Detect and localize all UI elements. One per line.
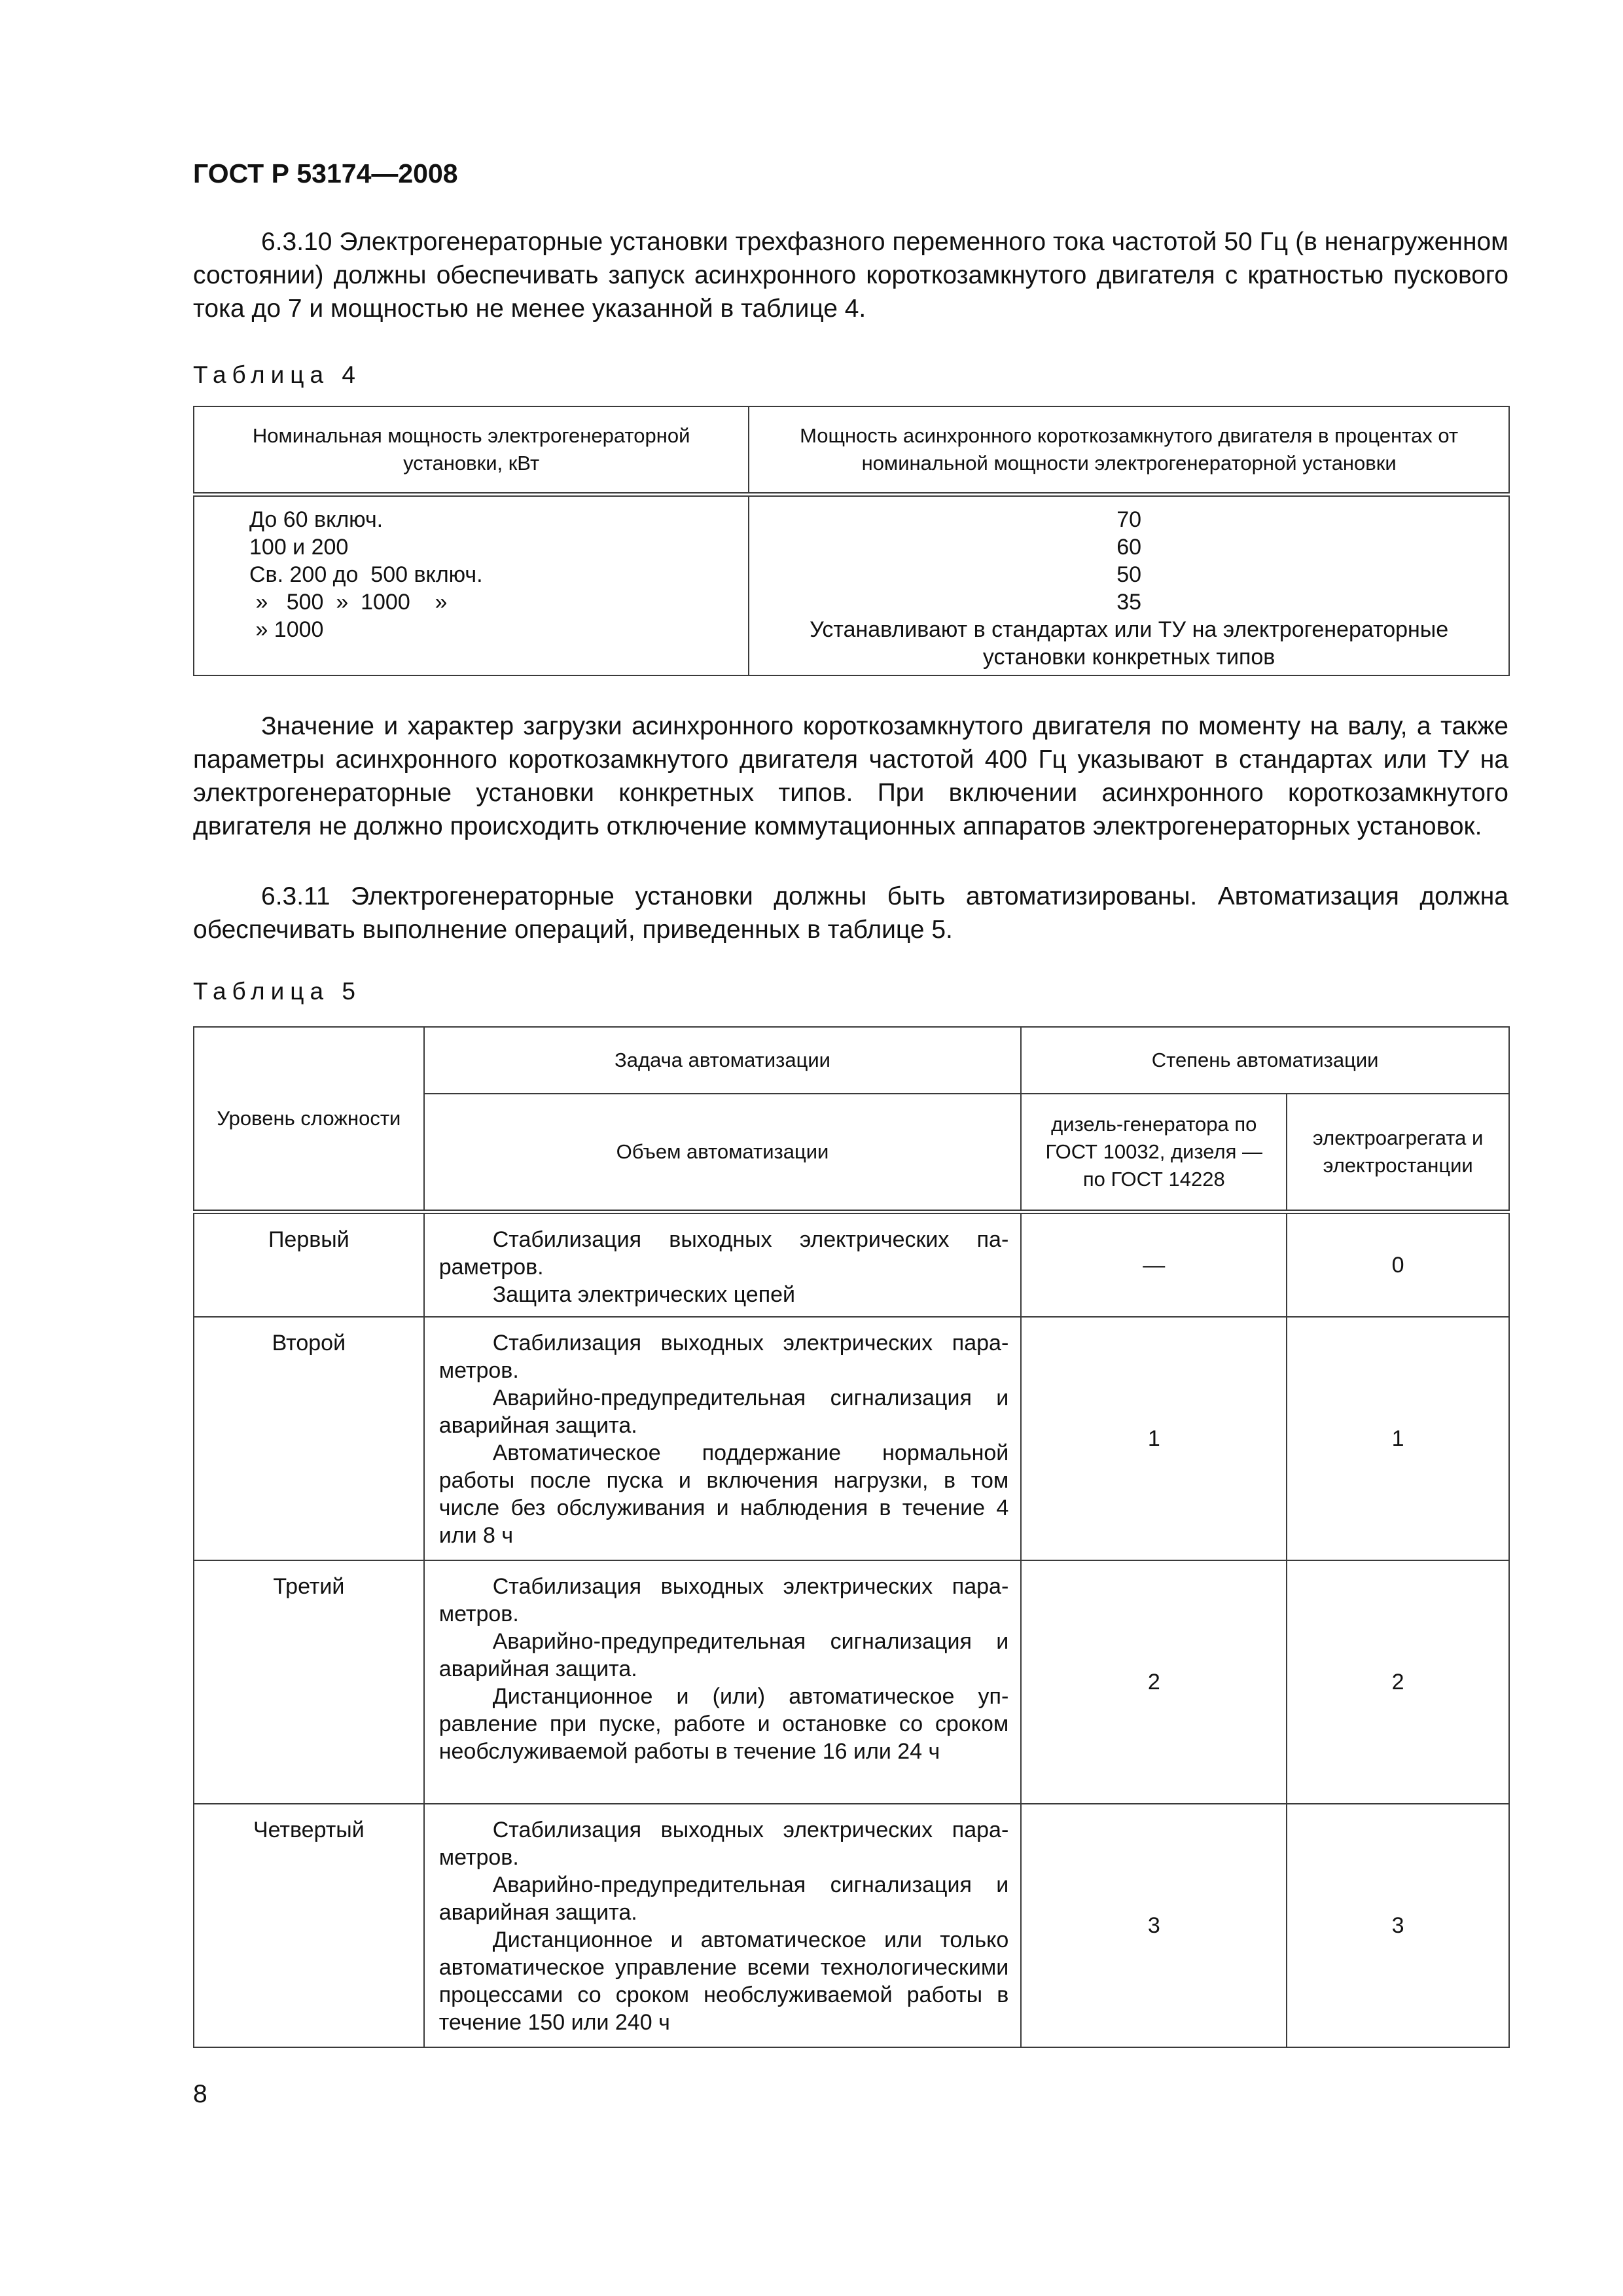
table4-power-item: » 1000 [249, 617, 324, 642]
table5-scope-item: Стабилизация выходных электрических параметров. [438, 1573, 1009, 1626]
table5-row [194, 1212, 1509, 1317]
table-5 [193, 1026, 1510, 2048]
table5-header-level: Уровень сложности [194, 1027, 424, 1212]
paragraph-load: Значение и характер загрузки асинхронного короткозамкнутого двигателя по моменту на валу, а также параметры асинхронного короткозамкнутого двигателя частотой 400 Гц указывают в стандартах или ТУ на электрогенераторные установки конкретных типов. При включении асинхронного короткозамкнутого двигателя не должно происходить отключение коммутационных аппаратов электрогенераторных установок. [193, 712, 1508, 840]
table5-diesel-cell: 3 [1021, 1804, 1287, 2047]
table5-scope-cell [424, 1804, 1022, 2047]
table5-scope-cell [424, 1212, 1022, 1317]
table5-aggregate-cell: 2 [1287, 1560, 1509, 1804]
table5-header-diesel: дизель-генератора по ГОСТ 10032, дизеля — по ГОСТ 14228 [1021, 1094, 1287, 1212]
table5-level-cell: Первый [194, 1212, 424, 1317]
table5-scope-item: Стабилизация выходных электрических параметров. [438, 1330, 1009, 1383]
table5-scope-item: Стабилизация выходных электрических параметров. [438, 1817, 1009, 1870]
table4-motor-item: 50 [1116, 562, 1142, 587]
table4-power-item: Св. 200 до 500 включ. [249, 562, 483, 587]
table4-motor-cell [749, 495, 1509, 676]
table5-caption: Таблица 5 [193, 978, 361, 1005]
table5-scope-item: Дистанционное и (или) автоматическое управление при пуске, работе и остановке со сроком необслуживаемой работы в течение 16 или 24 ч [438, 1683, 1009, 1764]
table4-motor-item: 35 [1116, 590, 1142, 615]
paragraph-6-3-11: 6.3.11 Электрогенераторные установки должны быть автоматизированы. Автоматизация должна обеспечивать выполнение операций, приведенных в таблице 5. [193, 882, 1508, 944]
table5-scope-item: Стабилизация выходных электрических параметров. [438, 1227, 1009, 1280]
table4-motor-item: 70 [1116, 507, 1142, 532]
table5-level-cell: Четвертый [194, 1804, 424, 2047]
table5-header-aggregate: электроагрегата и электростанции [1287, 1094, 1509, 1212]
table5-level-cell: Второй [194, 1317, 424, 1560]
table5-scope-item: Автоматическое поддержание нормальной работы после пуска и включения нагрузки, в том числе без обслуживания и наблюдения в течение 4 или 8 ч [438, 1440, 1009, 1548]
table4-power-cell [194, 495, 749, 676]
table5-header-degree: Степень автоматизации [1021, 1027, 1509, 1094]
table4-motor-item: Устанавливают в стандартах или ТУ на электрогенераторные установки конкретных типов [810, 617, 1449, 670]
table5-row [194, 1560, 1509, 1804]
table4-header-power: Номинальная мощность электрогенераторной установки, кВт [194, 406, 749, 495]
table5-level-cell: Третий [194, 1560, 424, 1804]
table5-aggregate-cell: 1 [1287, 1317, 1509, 1560]
table4-power-item: » 500 » 1000 » [249, 590, 448, 615]
table5-scope-cell [424, 1317, 1022, 1560]
page-number: 8 [193, 2080, 207, 2108]
table5-header-task: Задача автоматизации [424, 1027, 1022, 1094]
table4-motor-item: 60 [1116, 535, 1142, 560]
table4-power-item: До 60 включ. [249, 507, 383, 532]
table5-diesel-cell: 2 [1021, 1560, 1287, 1804]
table5-aggregate-cell: 0 [1287, 1212, 1509, 1317]
table5-scope-item: Аварийно-предупредительная сигнализация и аварийная защита. [438, 1385, 1009, 1438]
table4-header-motor: Мощность асинхронного короткозамкнутого двигателя в процентах от номинальной мощности электрогенераторной установки [749, 406, 1509, 495]
table5-diesel-cell: 1 [1021, 1317, 1287, 1560]
table5-scope-item: Аварийно-предупредительная сигнализация и аварийная защита. [438, 1628, 1009, 1681]
table4-power-item: 100 и 200 [249, 535, 349, 560]
table-4 [193, 406, 1510, 676]
table5-scope-item: Дистанционное и автоматическое или только автоматическое управление всеми технологическими процессами со сроком необслуживаемой работы в течение 150 или 240 ч [438, 1927, 1009, 2035]
table5-row [194, 1804, 1509, 2047]
table5-aggregate-cell: 3 [1287, 1804, 1509, 2047]
paragraph-6-3-10: 6.3.10 Электрогенераторные установки трехфазного переменного тока частотой 50 Гц (в ненагруженном состоянии) должны обеспечивать запуск асинхронного короткозамкнутого двигателя с кратностью пускового тока до 7 и мощностью не менее указанной в таблице 4. [193, 228, 1508, 323]
table5-scope-cell [424, 1560, 1022, 1804]
table5-scope-item: Аварийно-предупредительная сигнализация и аварийная защита. [438, 1872, 1009, 1925]
table5-diesel-cell: — [1021, 1212, 1287, 1317]
table5-row [194, 1317, 1509, 1560]
table4-row [194, 495, 1509, 676]
document-code: ГОСТ Р 53174—2008 [193, 158, 458, 188]
table5-scope-item: Защита электрических цепей [492, 1282, 796, 1307]
table5-header-scope: Объем автоматизации [424, 1094, 1022, 1212]
table4-caption: Таблица 4 [193, 361, 361, 388]
